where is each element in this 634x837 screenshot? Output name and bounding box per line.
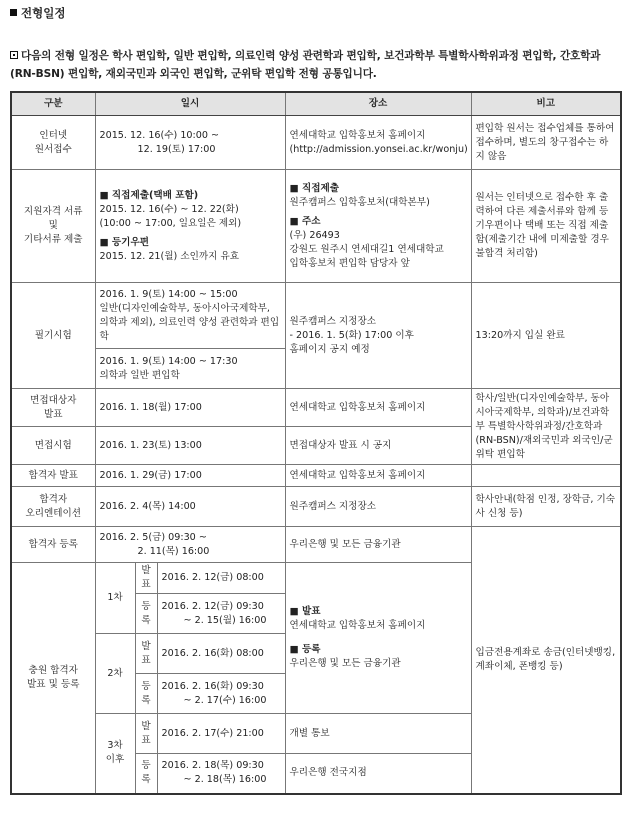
interview-bigo: 학사/일반(디자인예술학부, 동아시아국제학부, 의학과)/보건과학부 특별학사학위과정/간호학과(RN-BSN)/재외국민과 외국인/군위탁 편입학 bbox=[471, 389, 621, 465]
pass-jangso: 연세대학교 입학홍보처 홈페이지 bbox=[285, 465, 471, 487]
extra-r1-deung-end: ~ 2. 15(월) 16:00 bbox=[183, 614, 267, 626]
docs-ilsi bbox=[95, 170, 285, 283]
register-ilsi bbox=[95, 527, 285, 563]
header-row bbox=[11, 92, 621, 116]
row-label-interview: 면접시험 bbox=[11, 427, 95, 465]
interview-ilsi: 2016. 1. 23(토) 13:00 bbox=[95, 427, 285, 465]
extra-round-2: 2차 bbox=[95, 634, 135, 714]
header-bigo: 비고 bbox=[471, 92, 621, 116]
pass-ilsi: 2016. 1. 29(금) 17:00 bbox=[95, 465, 285, 487]
written-bigo: 13:20까지 입실 완료 bbox=[471, 283, 621, 389]
extra-r1-bal-date: 2016. 2. 12(금) 08:00 bbox=[157, 563, 285, 594]
intro-text-body: 다음의 전형 일정은 학사 편입학, 일반 편입학, 의료인력 양성 관련학과 편입학, 보건과학부 특별학사학위과정 편입학, 간호학과(RN-BSN) 편입학, 재외국민과 외국인 편입학, 군위탁 편입학 전형 공통입니다. bbox=[10, 50, 601, 80]
row-label-written: 필기시험 bbox=[11, 283, 95, 389]
register-ilsi-start: 2016. 2. 5(금) 09:30 ~ bbox=[99, 531, 207, 543]
docs-ilsi-heading-2-text: 등기우편 bbox=[111, 236, 149, 248]
written-ilsi-1: 2016. 1. 9(토) 14:00 ~ 15:00 일반(디자인예술학부, 동아시아국제학부, 의학과 제외), 의료인력 양성 관련학과 편입학 bbox=[95, 283, 285, 349]
header-jangso: 장소 bbox=[285, 92, 471, 116]
row-label-online: 인터넷 원서접수 bbox=[11, 116, 95, 170]
docs-ilsi-heading-1: ■ 직접제출(택배 포함) bbox=[99, 189, 199, 201]
header-gubun: 구분 bbox=[11, 92, 95, 116]
written-jangso: 원주캠퍼스 지정장소 - 2016. 1. 5(화) 17:00 이후 홈페이지 공지 예정 bbox=[285, 283, 471, 389]
extra-r1-bal-label: 발 표 bbox=[135, 563, 157, 594]
row-label-orientation: 합격자 오리엔테이션 bbox=[11, 487, 95, 527]
docs-ilsi-heading-2: ■ 등기우편 bbox=[99, 236, 149, 248]
docs-jangso bbox=[285, 170, 471, 283]
extra-jangso-place-2: 우리은행 및 모든 금융기관 bbox=[289, 658, 401, 669]
square-bullet-icon bbox=[10, 9, 17, 16]
row-label-pass: 합격자 발표 bbox=[11, 465, 95, 487]
box-bullet-icon bbox=[10, 51, 18, 59]
online-ilsi-end: 12. 19(토) 17:00 bbox=[137, 143, 216, 155]
extra-jangso-place-1: 연세대학교 입학홍보처 홈페이지 bbox=[289, 620, 426, 631]
extra-jangso bbox=[285, 563, 471, 714]
section-heading-text: 전형일정 bbox=[21, 6, 66, 20]
extra-r1-deung-label: 등 록 bbox=[135, 594, 157, 634]
online-ilsi bbox=[95, 116, 285, 170]
interview-list-ilsi: 2016. 1. 18(월) 17:00 bbox=[95, 389, 285, 427]
table-row bbox=[11, 170, 621, 283]
extra-jangso-heading-2-text: 등록 bbox=[301, 644, 321, 655]
docs-jangso-heading-1: ■ 직접제출 bbox=[289, 182, 340, 194]
online-bigo: 편입학 원서는 접수업체를 통하여 접수하며, 별도의 창구접수는 하지 않음 bbox=[471, 116, 621, 170]
table-row bbox=[11, 487, 621, 527]
table-row bbox=[11, 465, 621, 487]
extra-round-1: 1차 bbox=[95, 563, 135, 634]
register-bigo: 입금전용계좌로 송금(인터넷뱅킹, 계좌이체, 폰뱅킹 등) bbox=[471, 527, 621, 794]
extra-r2-bal-label: 발 표 bbox=[135, 634, 157, 674]
docs-ilsi-heading-1-text: 직접제출(택배 포함) bbox=[111, 189, 199, 201]
row-label-register: 합격자 등록 bbox=[11, 527, 95, 563]
section-heading bbox=[10, 5, 65, 21]
docs-ilsi-period-1: 2015. 12. 16(수) ~ 12. 22(화) (10:00 ~ 17:00, 일요일은 제외) bbox=[99, 203, 242, 229]
extra-r2-deung-end: ~ 2. 17(수) 16:00 bbox=[183, 694, 267, 706]
register-jangso: 우리은행 및 모든 금융기관 bbox=[285, 527, 471, 563]
orientation-bigo: 학사안내(학점 인정, 장학금, 기숙사 신청 등) bbox=[471, 487, 621, 527]
docs-jangso-place-1: 원주캠퍼스 입학홍보처(대학본부) bbox=[289, 196, 430, 208]
extra-r3-deung-label: 등 록 bbox=[135, 754, 157, 794]
extra-r3-deung-jangso: 우리은행 전국지점 bbox=[285, 754, 471, 794]
table-row bbox=[11, 389, 621, 427]
extra-r2-bal-date: 2016. 2. 16(화) 08:00 bbox=[157, 634, 285, 674]
register-ilsi-end: 2. 11(목) 16:00 bbox=[137, 545, 210, 557]
extra-r3-bal-date: 2016. 2. 17(수) 21:00 bbox=[157, 714, 285, 754]
orientation-jangso: 원주캠퍼스 지정장소 bbox=[285, 487, 471, 527]
extra-r3-bal-label: 발 표 bbox=[135, 714, 157, 754]
docs-bigo: 원서는 인터넷으로 접수한 후 출력하여 다른 제출서류와 함께 등기우편이나 택배 또는 직접 제출함(제출기간 내에 미제출할 경우 불합격 처리함) bbox=[471, 170, 621, 283]
table-row bbox=[11, 283, 621, 349]
interview-list-jangso: 연세대학교 입학홍보처 홈페이지 bbox=[285, 389, 471, 427]
docs-jangso-heading-2: ■ 주소 bbox=[289, 215, 321, 227]
extra-jangso-heading-2: ■ 등록 bbox=[289, 644, 321, 655]
extra-round-3: 3차 이후 bbox=[95, 714, 135, 794]
header-ilsi: 일시 bbox=[95, 92, 285, 116]
row-label-docs: 지원자격 서류 및 기타서류 제출 bbox=[11, 170, 95, 283]
extra-r3-deung-date bbox=[157, 754, 285, 794]
table-row bbox=[11, 116, 621, 170]
docs-ilsi-period-2: 2015. 12. 21(월) 소인까지 유효 bbox=[99, 250, 239, 262]
row-label-extra: 충원 합격자 발표 및 등록 bbox=[11, 563, 95, 794]
extra-r2-deung-label: 등 록 bbox=[135, 674, 157, 714]
docs-jangso-heading-2-text: 주소 bbox=[301, 215, 321, 227]
orientation-ilsi: 2016. 2. 4(목) 14:00 bbox=[95, 487, 285, 527]
extra-r3-deung-start: 2016. 2. 18(목) 09:30 bbox=[161, 760, 264, 772]
docs-jangso-heading-1-text: 직접제출 bbox=[301, 182, 340, 194]
extra-r3-deung-end: ~ 2. 18(목) 16:00 bbox=[183, 774, 267, 786]
interview-jangso: 면접대상자 발표 시 공지 bbox=[285, 427, 471, 465]
online-jangso: 연세대학교 입학홍보처 홈페이지 (http://admission.yonsei.ac.kr/wonju) bbox=[285, 116, 471, 170]
extra-r3-bal-jangso: 개별 통보 bbox=[285, 714, 471, 754]
extra-r1-deung-start: 2016. 2. 12(금) 09:30 bbox=[161, 600, 264, 612]
schedule-table bbox=[10, 91, 622, 795]
extra-r1-deung-date bbox=[157, 594, 285, 634]
row-label-interview-list: 면접대상자 발표 bbox=[11, 389, 95, 427]
extra-r2-deung-date bbox=[157, 674, 285, 714]
intro-text bbox=[10, 47, 624, 83]
extra-jangso-heading-1-text: 발표 bbox=[301, 606, 321, 617]
docs-jangso-address: (우) 26493 강원도 원주시 연세대길1 연세대학교 입학홍보처 편입학 담당자 앞 bbox=[289, 229, 444, 269]
extra-r2-deung-start: 2016. 2. 16(화) 09:30 bbox=[161, 680, 264, 692]
extra-jangso-heading-1: ■ 발표 bbox=[289, 606, 321, 617]
pass-bigo bbox=[471, 465, 621, 487]
online-ilsi-start: 2015. 12. 16(수) 10:00 ~ bbox=[99, 129, 220, 141]
written-ilsi-2: 2016. 1. 9(토) 14:00 ~ 17:30 의학과 일반 편입학 bbox=[95, 349, 285, 389]
table-row bbox=[11, 527, 621, 563]
